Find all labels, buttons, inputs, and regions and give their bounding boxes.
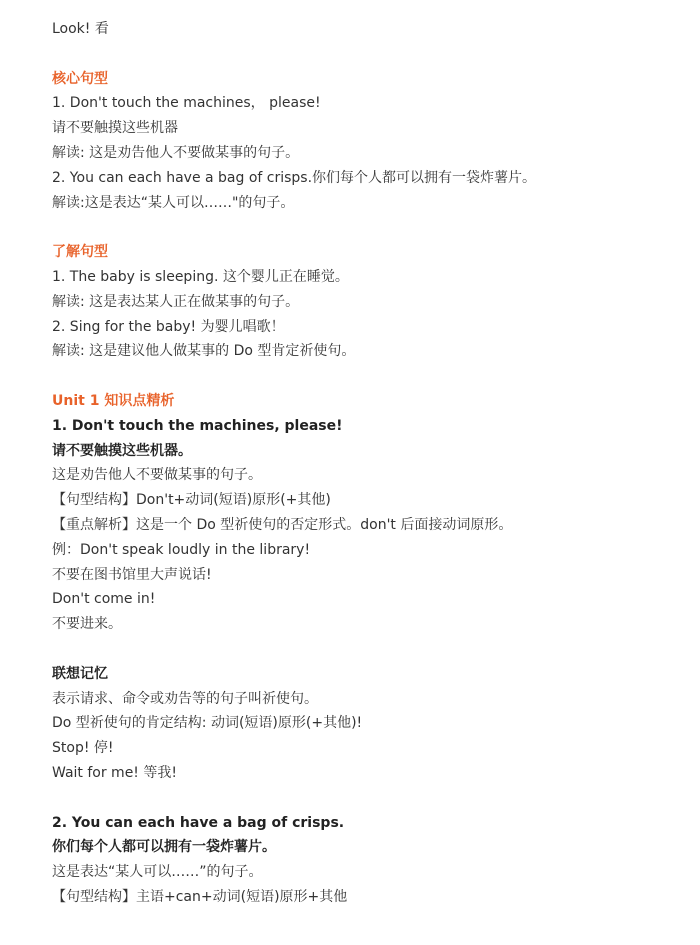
text-line: 表示请求、命令或劝告等的句子叫祈使句。 (52, 690, 318, 707)
spacer (52, 786, 700, 811)
text-line: 【重点解析】这是一个 Do 型祈使句的否定形式。don't 后面接动词原形。 (52, 516, 513, 533)
text-line: 2. Sing for the baby! 为婴儿唱歌！ (52, 318, 285, 335)
text-line: 2. You can each have a bag of crisps.你们每个人都可以拥有一袋炸薯片。 (52, 169, 537, 186)
text-line: 例：Don't speak loudly in the library! (52, 541, 311, 558)
section-heading-understand: 了解句型 (52, 244, 108, 261)
spacer (52, 42, 700, 67)
text-line: 请不要触摸这些机器 (52, 120, 178, 137)
spacer (52, 637, 700, 662)
point-title-en: 2. You can each have a bag of crisps. (52, 814, 345, 831)
text-line: 【句型结构】主语+can+动词(短语)原形+其他 (52, 888, 348, 905)
text-line: 这是表达“某人可以……”的句子。 (52, 864, 263, 881)
spacer (52, 364, 700, 389)
text-line: 这是劝告他人不要做某事的句子。 (52, 467, 262, 484)
section-heading-core: 核心句型 (52, 70, 108, 87)
text-line: Stop! 停! (52, 740, 114, 757)
text-line: 1. Don't touch the machines， please! (52, 95, 321, 112)
text-line: 【句型结构】Don't+动词(短语)原形(+其他) (52, 492, 331, 509)
section-heading-unit1: Unit 1 知识点精析 (52, 392, 175, 409)
text-line: 解读:这是表达“某人可以……"的句子。 (52, 194, 295, 211)
text-line: 解读: 这是劝告他人不要做某事的句子。 (52, 144, 300, 161)
point-title-cn: 你们每个人都可以拥有一袋炸薯片。 (52, 839, 276, 856)
text-line: Do 型祈使句的肯定结构: 动词(短语)原形(+其他)! (52, 715, 363, 732)
intro-line: Look! 看 (52, 21, 109, 37)
text-line: 解读: 这是建议他人做某事的 Do 型肯定祈使句。 (52, 343, 356, 360)
point-title-cn: 请不要触摸这些机器。 (52, 442, 192, 459)
text-line: 不要进来。 (52, 616, 122, 633)
text-line: Wait for me! 等我! (52, 764, 177, 781)
point-title-en: 1. Don't touch the machines, please! (52, 417, 343, 434)
text-line: 不要在图书馆里大声说话! (52, 566, 212, 583)
text-line: 1. The baby is sleeping. 这个婴儿正在睡觉。 (52, 268, 349, 285)
spacer (52, 215, 700, 240)
text-line: Don't come in! (52, 591, 156, 608)
memory-heading: 联想记忆 (52, 665, 108, 682)
text-line: 解读: 这是表达某人正在做某事的句子。 (52, 293, 300, 310)
